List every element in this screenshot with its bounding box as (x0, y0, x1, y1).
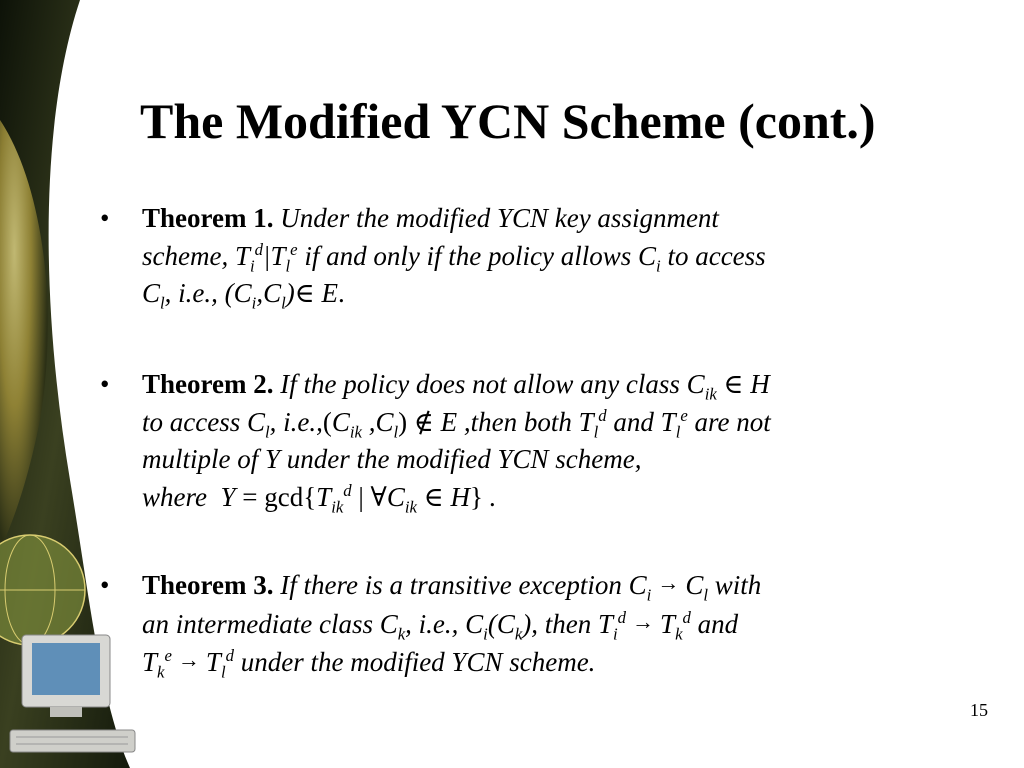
not-arrow-icon: → (657, 570, 680, 595)
computer-monitor-icon (22, 635, 110, 717)
theorem-3-label: Theorem 3. (142, 570, 274, 600)
theorem-1: • Theorem 1. Under the modified YCN key assignment scheme, $T_i^d|T_l^e$ if and only if the policy allows $C_i$ to access $C_l$, i.e., $(C_i,C_l)\in$ E. (100, 200, 766, 313)
bullet-dot-icon: • (100, 570, 110, 600)
bullet-dot-icon: • (100, 369, 110, 399)
theorem-2: • Theorem 2. If the policy does not allow any class $C_{ik}$ ∈ H to access $C_l$, $i.e.,(C_{ik}$ $,C_l$) ∉ E ,then both $T_l^d$ and $T_l^e$ are not multiple of Y under the modified YCN scheme, where $Y = \gcd\{T_{ik}^d$ | $\forall C_{ik}$ ∈ H} . (100, 366, 771, 516)
theorem-2-label: Theorem 2. (142, 369, 274, 399)
theorem-3: • Theorem 3. If there is a transitive exception $C_i \to C_l$ with an intermediate class $C_k$, i.e., $C_i(C_k)$, then $T_i^d \to T_k^d$ and $T_k^e \to T_l^d$ under the modified YCN scheme. (100, 567, 761, 683)
keyboard-icon (10, 730, 135, 752)
theorem-1-label: Theorem 1. (142, 203, 274, 233)
not-arrow-icon: → (177, 647, 200, 672)
slide-title: The Modified YCN Scheme (cont.) (140, 93, 876, 149)
not-arrow-icon: → (632, 608, 655, 634)
page-number: 15 (970, 700, 988, 720)
bullet-dot-icon: • (100, 203, 110, 233)
